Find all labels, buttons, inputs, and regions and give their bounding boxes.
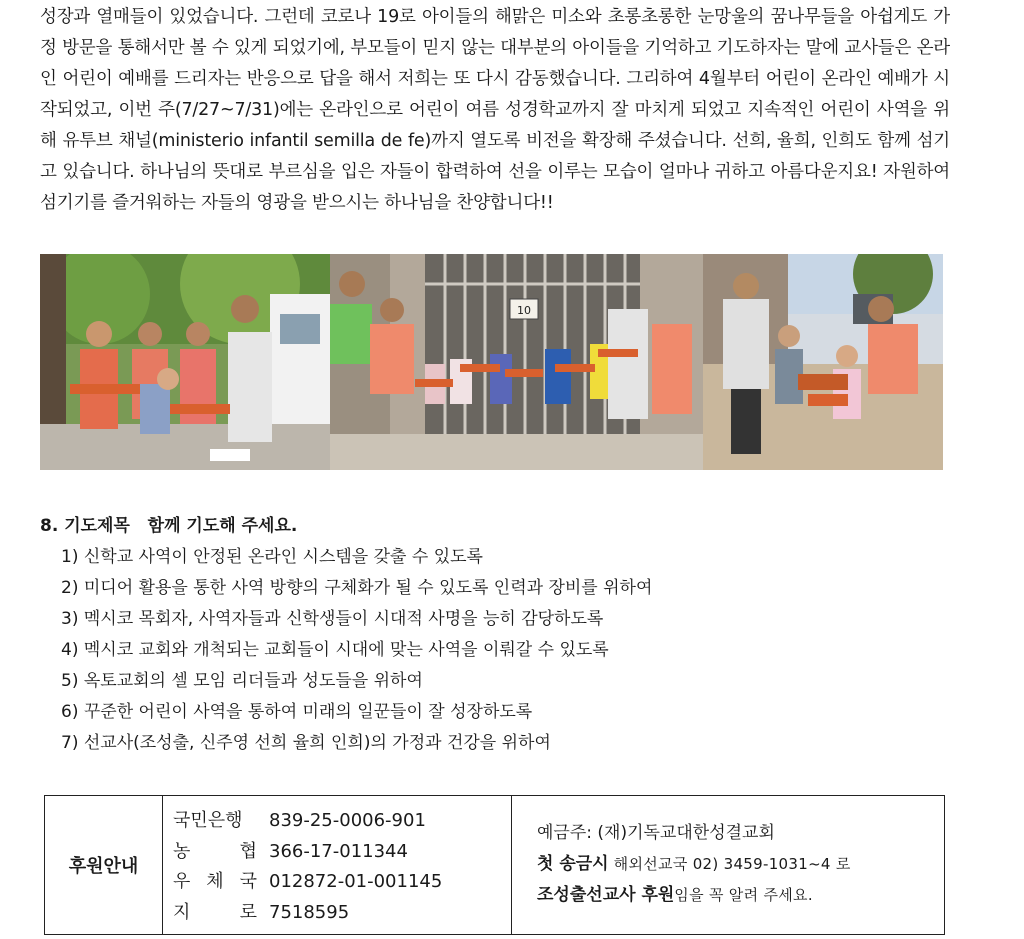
photo-strip (40, 254, 943, 470)
sponsor-line: 조성출선교사 후원임을 꼭 알려 주세요. (537, 885, 813, 905)
prayer-item: 6) 꾸준한 어린이 사역을 통하여 미래의 일꾼들이 잘 성장하도록 (61, 702, 533, 722)
bank-name: 국민은행 (173, 810, 243, 831)
account-number: 839-25-0006-901 (269, 810, 426, 831)
prayer-item: 5) 옥토교회의 셀 모임 리더들과 성도들을 위하여 (61, 671, 423, 691)
support-info-table (44, 795, 945, 935)
prayer-section-title: 8. 기도제목 함께 기도해 주세요. (40, 516, 298, 536)
depositor-line: 예금주: (재)기독교대한성결교회 (537, 823, 775, 843)
photo-children-with-teachers-by-truck (40, 254, 330, 470)
account-number: 012872-01-001145 (269, 871, 443, 892)
photo-family-on-street (703, 254, 943, 470)
bank-accounts (163, 796, 512, 934)
account-number: 7518595 (269, 901, 350, 923)
prayer-item: 7) 선교사(조성출, 신주영 선희 율희 인희)의 가정과 건강을 위하여 (61, 733, 551, 753)
bank-name: 농 협 (173, 840, 257, 862)
photo-children-at-gate (330, 254, 703, 470)
prayer-item: 3) 멕시코 목회자, 사역자들과 신학생들이 시대적 사명을 능히 감당하도록 (61, 609, 604, 629)
account-number: 366-17-011344 (269, 840, 408, 862)
account-row-nonghyup (173, 837, 511, 868)
account-row-post-office (173, 867, 511, 898)
prayer-item: 1) 신학교 사역이 안정된 온라인 시스템을 갖출 수 있도록 (61, 547, 483, 567)
first-transfer-line: 첫 송금시 해외선교국 02) 3459-1031~4 로 (537, 854, 851, 874)
prayer-item: 2) 미디어 활용을 통한 사역 방향의 구체화가 될 수 있도록 인력과 장비를 위하여 (61, 578, 653, 598)
bank-name: 지 로 (173, 901, 257, 923)
bank-name: 우 체 국 (173, 871, 257, 892)
prayer-list (61, 542, 652, 759)
door-sign-text: 10 (517, 304, 531, 317)
support-notes (512, 796, 944, 934)
body-paragraph: 성장과 열매들이 있었습니다. 그런데 코로나 19로 아이들의 해맑은 미소와 초롱초롱한 눈망울의 꿈나무들을 아쉽게도 가정 방문을 통해서만 볼 수 있게 되었기에, 부모들이 믿지 않는 대부분의 아이들을 기억하고 기도하자는 말에 교사들은 온라인 어린이 예배를 드리자는 반응으로 답을 해서 저희는 또 다시 감동했습니다. 그리하여 4월부터 어린이 온라인 예배가 시작되었고, 이번 주(7/27~7/31)에는 온라인으로 어린이 여름 성경학교까지 잘 마치게 되었고 지속적인 어린이 사역을 위해 유투브 채널(ministerio infantil semilla de fe)까지 열도록 비전을 확장해 주셨습니다. 선희, 율희, 인희도 함께 섬기고 있습니다. 하나님의 뜻대로 부르심을 입은 자들이 합력하여 선을 이루는 모습이 얼마나 귀하고 아름다운지요! 자원하여 섬기기를 즐거워하는 자들의 영광을 받으시는 하나님을 찬양합니다!! (40, 7, 950, 213)
account-row-giro (173, 898, 511, 929)
account-row-kookmin (173, 806, 511, 837)
support-label: 후원안내 (45, 796, 163, 934)
prayer-item: 4) 멕시코 교회와 개척되는 교회들이 시대에 맞는 사역을 이뤄갈 수 있도록 (61, 640, 609, 660)
